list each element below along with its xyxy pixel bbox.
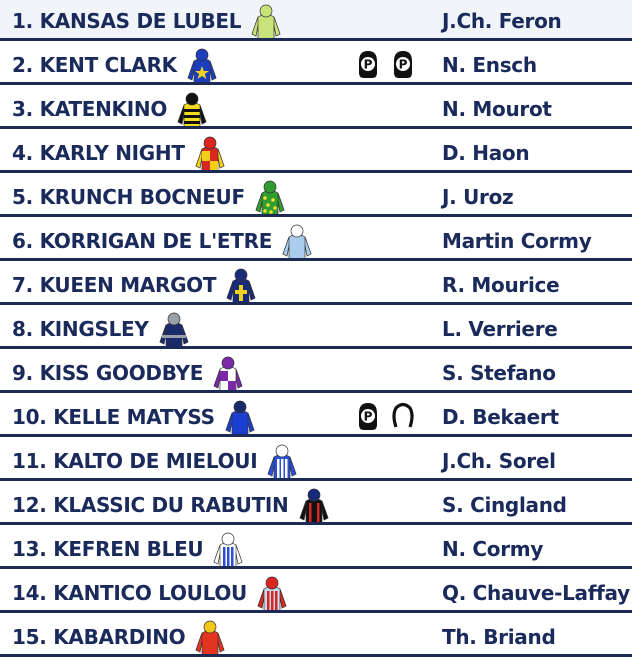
runner-row[interactable] [0, 616, 632, 657]
runner-name[interactable]: 9. KISS GOODBYE [12, 361, 204, 385]
jockey-name[interactable]: R. Mourice [442, 273, 560, 297]
jockey-silk-icon [255, 575, 289, 613]
runner-name[interactable]: 5. KRUNCH BOCNEUF [12, 185, 245, 209]
jockey-silk-icon [265, 443, 299, 481]
jockey-silk-icon [253, 179, 287, 217]
runner-name[interactable]: 7. KUEEN MARGOT [12, 273, 217, 297]
jockey-silk-icon [193, 619, 227, 657]
jockey-name[interactable]: L. Verriere [442, 317, 558, 341]
horseshoe-icon [390, 401, 416, 431]
runner-name[interactable]: 12. KLASSIC DU RABUTIN [12, 493, 289, 517]
runner-name[interactable]: 4. KARLY NIGHT [12, 141, 185, 165]
jockey-silk-icon [224, 267, 258, 305]
runner-name[interactable]: 10. KELLE MATYSS [12, 405, 215, 429]
blinkers-label: P [363, 409, 373, 424]
runner-name[interactable]: 2. KENT CLARK [12, 53, 177, 77]
jockey-name[interactable]: S. Cingland [442, 493, 567, 517]
jockey-name[interactable]: N. Ensch [442, 53, 537, 77]
jockey-silk-icon [211, 531, 245, 569]
runner-row[interactable] [0, 0, 632, 41]
jockey-silk-icon [280, 223, 314, 261]
runner-row[interactable] [0, 264, 632, 305]
runner-name[interactable]: 6. KORRIGAN DE L'ETRE [12, 229, 273, 253]
jockey-silk-icon [185, 47, 219, 85]
blinkers-label: P [398, 57, 408, 72]
jockey-silk-icon [193, 135, 227, 173]
jockey-name[interactable]: J.Ch. Sorel [442, 449, 556, 473]
jockey-name[interactable]: Q. Chauve-Laffay [442, 581, 630, 605]
runner-row[interactable] [0, 44, 632, 85]
blinkers-p-icon [355, 49, 381, 79]
jockey-name[interactable]: Th. Briand [442, 625, 556, 649]
runner-name[interactable]: 11. KALTO DE MIELOUI [12, 449, 258, 473]
runner-row[interactable] [0, 132, 632, 173]
runner-name[interactable]: 3. KATENKINO [12, 97, 168, 121]
runner-row[interactable] [0, 308, 632, 349]
runner-row[interactable] [0, 484, 632, 525]
jockey-name[interactable]: N. Cormy [442, 537, 544, 561]
jockey-name[interactable]: N. Mourot [442, 97, 552, 121]
runner-name[interactable]: 13. KEFREN BLEU [12, 537, 204, 561]
runner-row[interactable] [0, 176, 632, 217]
runner-row[interactable] [0, 352, 632, 393]
runner-row[interactable] [0, 88, 632, 129]
jockey-name[interactable]: D. Haon [442, 141, 530, 165]
jockey-silk-icon [223, 399, 257, 437]
jockey-name[interactable]: S. Stefano [442, 361, 556, 385]
runner-name[interactable]: 15. KABARDINO [12, 625, 186, 649]
blinkers-p-icon [390, 49, 416, 79]
runner-row[interactable] [0, 572, 632, 613]
jockey-name[interactable]: Martin Cormy [442, 229, 592, 253]
jockey-silk-icon [249, 3, 283, 41]
runner-row[interactable] [0, 396, 632, 437]
blinkers-label: P [363, 57, 373, 72]
runner-row[interactable] [0, 220, 632, 261]
blinkers-p-icon [355, 401, 381, 431]
jockey-name[interactable]: D. Bekaert [442, 405, 559, 429]
jockey-name[interactable]: J. Uroz [442, 185, 514, 209]
runner-name[interactable]: 8. KINGSLEY [12, 317, 149, 341]
jockey-silk-icon [211, 355, 245, 393]
runner-row[interactable] [0, 440, 632, 481]
jockey-silk-icon [157, 311, 191, 349]
jockey-silk-icon [297, 487, 331, 525]
runner-name[interactable]: 14. KANTICO LOULOU [12, 581, 247, 605]
runner-name[interactable]: 1. KANSAS DE LUBEL [12, 9, 242, 33]
jockey-name[interactable]: J.Ch. Feron [442, 9, 562, 33]
jockey-silk-icon [175, 91, 209, 129]
runner-row[interactable] [0, 528, 632, 569]
